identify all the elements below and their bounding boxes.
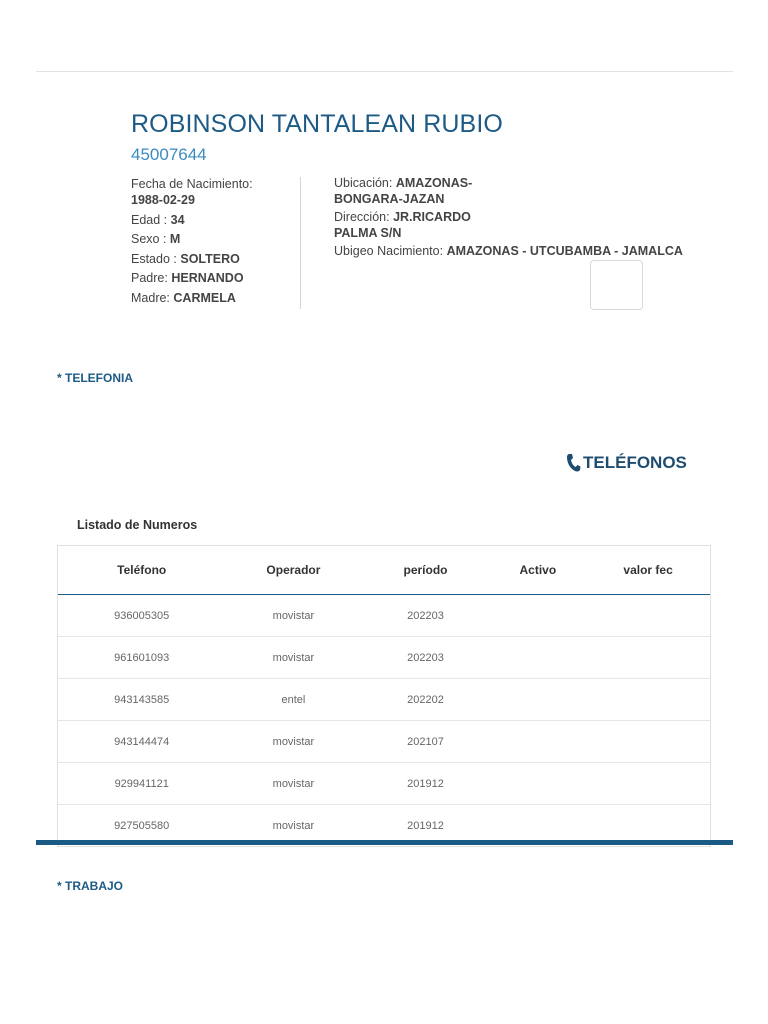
person-dni: 45007644 <box>131 145 207 164</box>
location-value: AMAZONAS-BONGARA-JAZAN <box>334 176 473 206</box>
table-row <box>58 721 710 763</box>
cell-value-date <box>586 637 710 679</box>
marital-status <box>131 251 291 267</box>
mother <box>131 290 291 306</box>
table-row <box>58 595 710 637</box>
address-value: JR.RICARDO PALMA S/N <box>334 210 471 240</box>
cell-value-date <box>586 679 710 721</box>
cell-phone: 943144474 <box>58 721 225 763</box>
sex-value: M <box>169 232 181 246</box>
table-row <box>58 679 710 721</box>
birth-date <box>131 176 291 208</box>
cell-operator: movistar <box>225 721 361 763</box>
address-label: Dirección: <box>334 210 390 224</box>
phones-table <box>57 545 711 847</box>
section-trabajo: * TRABAJO <box>57 879 124 893</box>
birth-ubigeo <box>334 244 714 260</box>
photo-placeholder <box>590 260 643 310</box>
personal-info-left <box>131 176 291 309</box>
header-valor-fec[interactable]: valor fec <box>586 546 710 595</box>
header-telefono[interactable]: Teléfono <box>58 546 225 595</box>
table-row <box>58 763 710 805</box>
section-telefonia: * TELEFONIA <box>57 371 134 385</box>
mother-label: Madre: <box>131 290 170 305</box>
cell-period: 202107 <box>361 721 489 763</box>
address <box>334 210 484 241</box>
father-label: Padre: <box>131 271 168 285</box>
cell-period: 202203 <box>361 637 489 679</box>
cell-active <box>490 721 587 763</box>
list-title: Listado de Numeros <box>77 518 198 532</box>
cell-operator: movistar <box>225 763 361 805</box>
cell-active <box>490 763 587 805</box>
cell-period: 201912 <box>361 763 489 805</box>
cell-active <box>490 679 587 721</box>
cell-operator: movistar <box>272 819 315 832</box>
info-column-divider <box>300 177 301 309</box>
age <box>131 212 291 228</box>
cell-operator: movistar <box>225 637 361 679</box>
top-divider <box>36 71 733 72</box>
location <box>334 176 484 207</box>
cell-period: 202203 <box>361 595 489 637</box>
person-name: ROBINSON TANTALEAN RUBIO <box>131 110 503 138</box>
cell-phone: 961601093 <box>58 637 225 679</box>
status-label: Estado : <box>131 251 177 266</box>
table-header-row <box>58 546 710 595</box>
section-separator-bar <box>36 840 733 845</box>
cell-active <box>490 637 587 679</box>
personal-info-right <box>334 176 714 263</box>
cell-phone: 927505580 <box>114 819 170 832</box>
father <box>131 270 291 286</box>
cell-phone: 943143585 <box>58 679 225 721</box>
cell-value-date <box>586 721 710 763</box>
status-value: SOLTERO <box>180 251 240 266</box>
birth-date-value: 1988-02-29 <box>131 193 195 207</box>
cell-phone: 929941121 <box>58 763 225 805</box>
mother-value: CARMELA <box>173 290 236 305</box>
phone-icon <box>565 453 581 473</box>
phones-heading <box>565 453 687 473</box>
cell-period: 202202 <box>361 679 489 721</box>
location-label: Ubicación: <box>334 176 393 190</box>
cell-active <box>490 595 587 637</box>
age-label: Edad : <box>131 212 168 227</box>
cell-value-date <box>586 763 710 805</box>
phones-title: TELÉFONOS <box>583 453 687 472</box>
table-row <box>58 637 710 679</box>
sex-label: Sexo : <box>131 232 167 246</box>
header-operador[interactable]: Operador <box>225 546 361 595</box>
ubigeo-label: Ubigeo Nacimiento: <box>334 244 444 258</box>
cell-value-date <box>586 595 710 637</box>
cell-operator: movistar <box>225 595 361 637</box>
header-activo[interactable]: Activo <box>490 546 587 595</box>
cell-operator: entel <box>225 679 361 721</box>
age-value: 34 <box>170 212 185 227</box>
ubigeo-value: AMAZONAS - UTCUBAMBA - JAMALCA <box>446 244 683 258</box>
cell-period: 201912 <box>407 819 444 832</box>
header-periodo[interactable]: período <box>361 546 489 595</box>
father-value: HERNANDO <box>171 271 244 285</box>
birth-date-label: Fecha de Nacimiento: <box>131 177 253 191</box>
sex <box>131 231 291 247</box>
cell-phone: 936005305 <box>58 595 225 637</box>
